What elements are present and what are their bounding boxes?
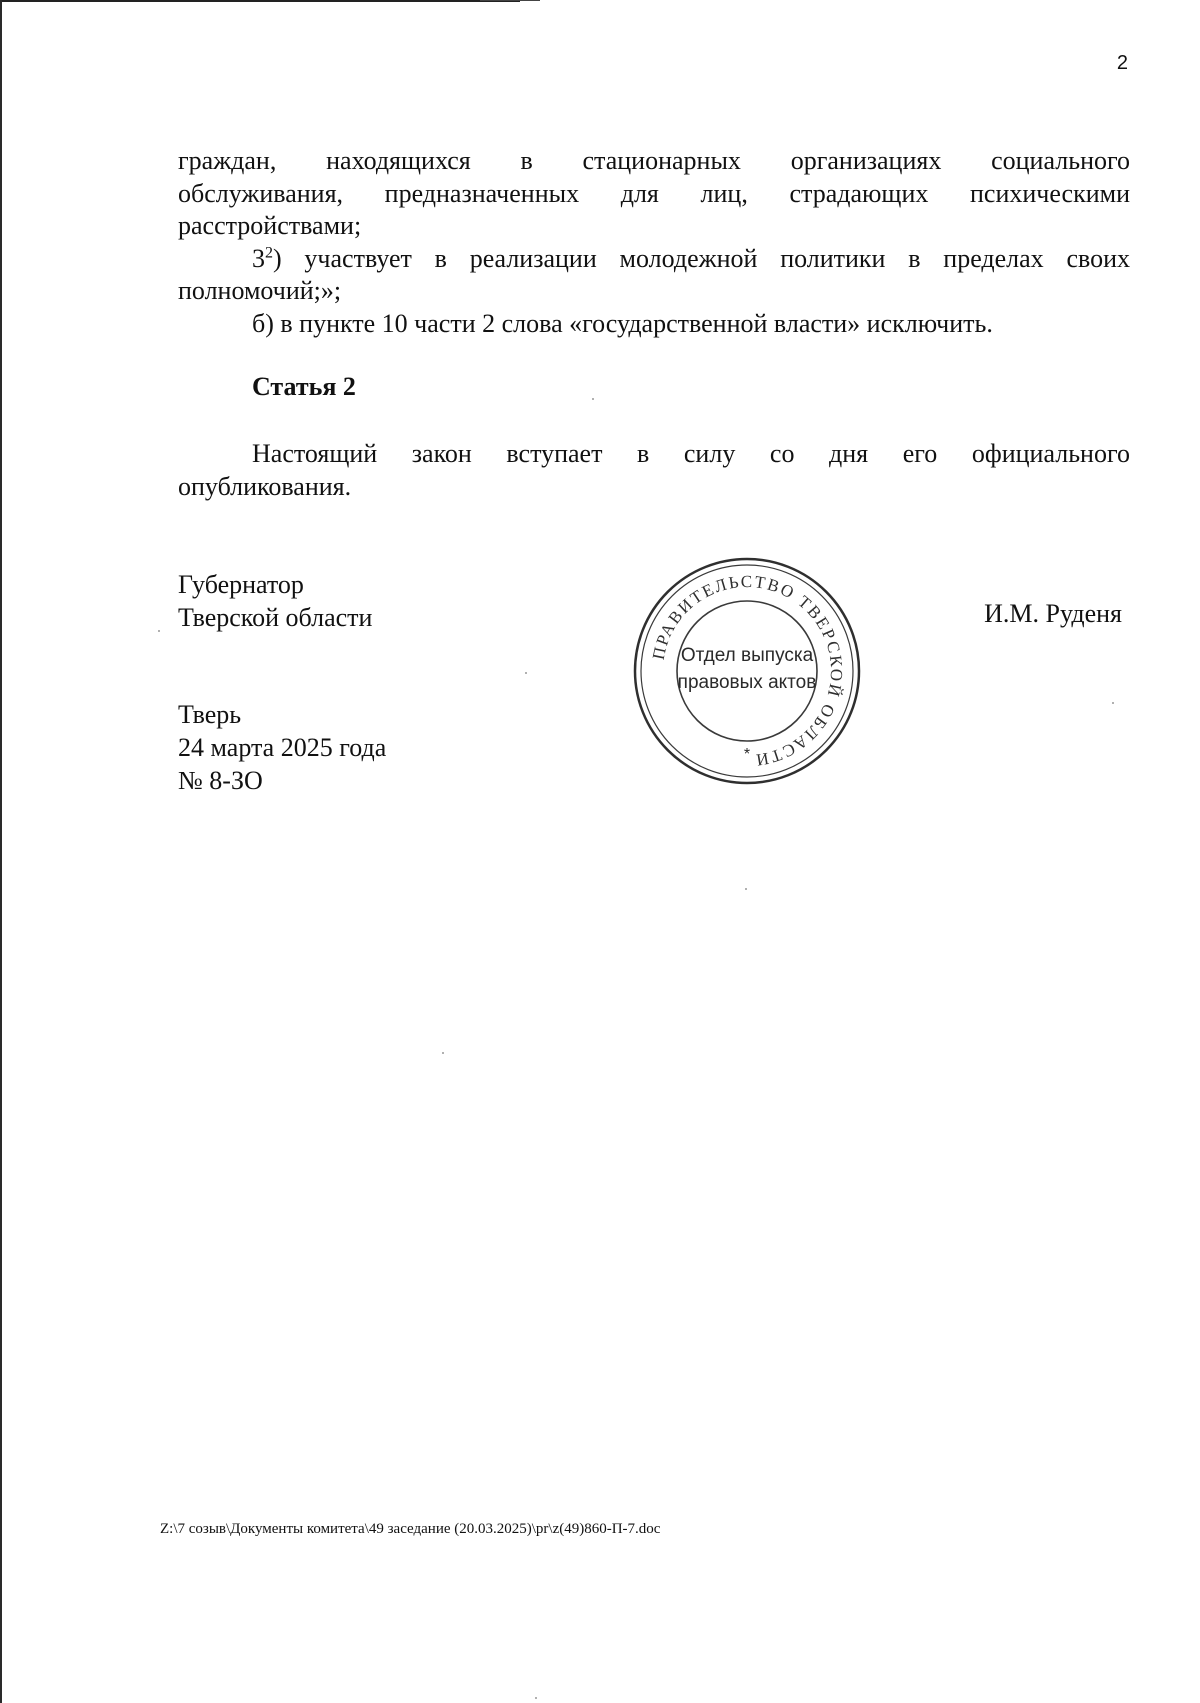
stamp-star: * — [743, 746, 751, 763]
page-number: 2 — [1116, 52, 1128, 74]
scan-speck — [592, 398, 594, 400]
scan-edge-left — [0, 0, 2, 1703]
signatory-title — [178, 568, 372, 634]
scan-edge-top-mark — [480, 0, 540, 1]
stamp-inner-ring — [677, 601, 817, 741]
signatory-name: И.М. Руденя — [984, 599, 1122, 628]
scan-speck — [1112, 702, 1114, 704]
scan-edge-top — [0, 0, 520, 2]
body-line: граждан, находящихся в стационарных организациях социального — [178, 146, 1130, 175]
law-number: № 8-ЗО — [178, 766, 263, 795]
article-text — [178, 438, 1130, 503]
footer-file-path: Z:\7 созыв\Документы комитета\49 заседание (20.03.2025)\pr\z(49)860-П-7.doc — [160, 1521, 661, 1537]
scan-speck — [535, 1697, 537, 1699]
stamp-ring-text-path: ПРАВИТЕЛЬСТВО ТВЕРСКОЙ ОБЛАСТИ — [648, 571, 847, 770]
stamp-center-line: правовых актов — [677, 672, 817, 693]
signatory-title-line: Губернатор — [178, 570, 304, 599]
stamp-center-line: Отдел выпуска — [680, 645, 814, 666]
body-line: обслуживания, предназначенных для лиц, страдающих психическими — [178, 178, 1130, 208]
official-stamp — [632, 556, 862, 786]
item-b-line: б) в пункте 10 части 2 слова «государственной власти» исключить. — [252, 308, 993, 338]
item-superscript: 2 — [265, 243, 273, 261]
signatory-title-line: Тверской области — [178, 603, 373, 632]
scan-speck — [442, 1052, 444, 1054]
law-date: 24 марта 2025 года — [178, 733, 387, 762]
item-text: ) участвует в реализации молодежной политики в пределах своих — [273, 243, 1130, 273]
place-city: Тверь — [178, 700, 242, 729]
body-line: полномочий;»; — [178, 276, 342, 305]
body-line: расстройствами; — [178, 211, 362, 240]
scan-speck — [158, 630, 160, 632]
scan-speck — [525, 672, 527, 674]
article-line: Настоящий закон вступает в силу со дня его официального — [252, 439, 1130, 468]
continuation-paragraph — [178, 145, 1130, 340]
item-number: 3 — [252, 243, 265, 273]
article-line: опубликования. — [178, 471, 352, 501]
place-date-block — [178, 698, 386, 797]
scan-speck — [745, 888, 747, 890]
item-3-2-line — [178, 243, 1130, 276]
article-heading: Статья 2 — [252, 372, 356, 401]
